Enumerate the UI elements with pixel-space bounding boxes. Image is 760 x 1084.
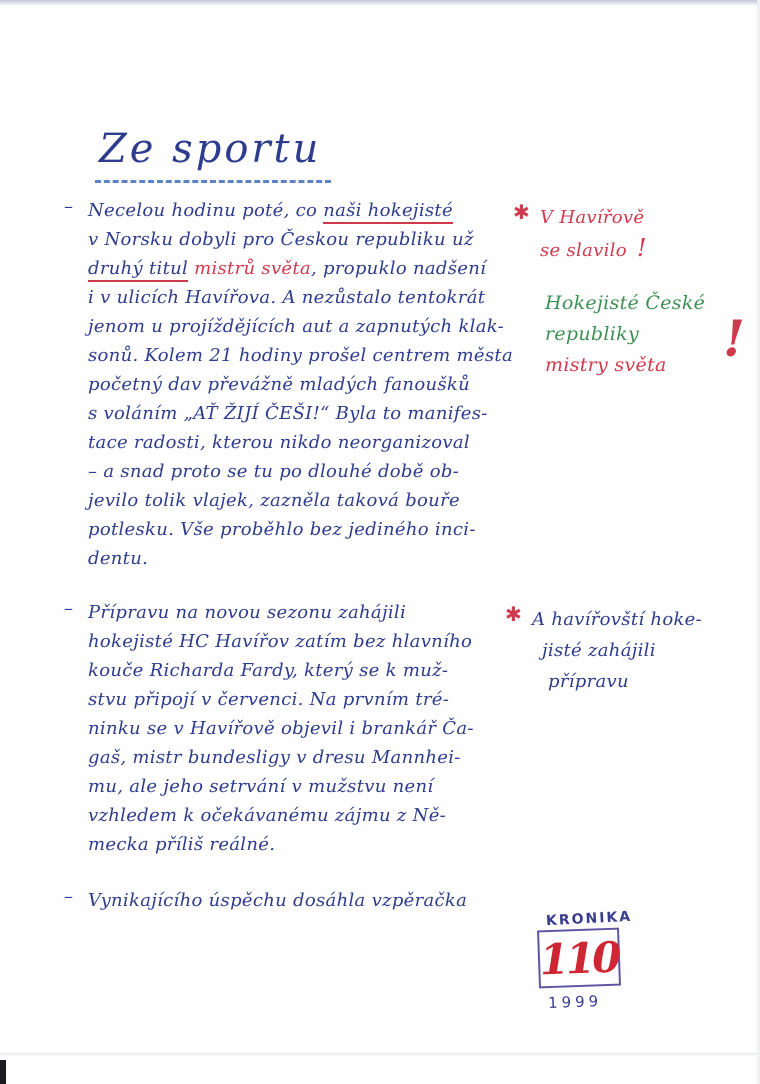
text-line: s voláním „AŤ ŽIJÍ ČEŠI!“ Byla to manifes- [88, 403, 488, 424]
text-line: vzhledem k očekávanému zájmu z Ně- [88, 805, 447, 826]
text-line: potlesku. Vše proběhlo bez jediného inci- [88, 519, 476, 540]
note-line: V Havířově [540, 207, 645, 228]
margin-note-celebration [513, 200, 647, 264]
scan-corner-mark [0, 1060, 6, 1084]
exclamation-mark: ! [636, 234, 647, 262]
note-line: přípravu [548, 671, 629, 692]
stamp-page-number: 110 [538, 932, 620, 984]
underlined-phrase: druhý titul [88, 258, 188, 282]
text-line: ninku se v Havířově objevil i brankář Ča- [88, 718, 474, 739]
note-line: republiky [545, 323, 639, 345]
margin-note-champions [545, 288, 746, 381]
bullet-dash: – [64, 598, 74, 619]
text-line: tace radosti, kterou nikdo neorganizoval [88, 432, 470, 453]
text-line: početný dav převážně mladých fanoušků [88, 374, 470, 395]
underlined-phrase: naši hokejisté [323, 200, 453, 224]
note-line [540, 233, 647, 264]
margin-note-training [505, 602, 703, 697]
text-line [88, 254, 513, 283]
chronicle-stamp [538, 908, 648, 1011]
stamp-label: KRONIKA [545, 908, 633, 930]
text-line: sonů. Kolem 21 hodiny prošel centrem města [88, 345, 513, 366]
scan-top-edge [0, 0, 760, 5]
text-line: kouče Richarda Fardy, který se k muž- [88, 660, 449, 681]
text-line: i v ulicích Havířova. A nezůstalo tentokrát [88, 287, 486, 308]
text-line [88, 196, 513, 225]
text-line: – a snad proto se tu po dlouhé době ob- [88, 461, 460, 482]
red-phrase: mistrů světa [188, 258, 311, 279]
asterisk-icon: ✱ [513, 200, 531, 224]
stamp-page-number-box [537, 928, 621, 989]
bullet-dash: – [64, 196, 74, 217]
paragraph-weightlifter [64, 886, 467, 915]
paragraph-training [64, 598, 474, 859]
text-line: Vynikajícího úspěchu dosáhla vzpěračka [88, 890, 468, 911]
text-line: Přípravu na novou sezonu zahájili [88, 602, 407, 623]
text-segment: , propuklo nadšení [310, 258, 487, 279]
text-line: gaš, mistr bundesligy v dresu Mannhei- [88, 747, 461, 768]
note-segment: se slavilo [540, 240, 627, 261]
note-line: Hokejisté České [545, 292, 706, 314]
page-title: Ze sportu [95, 126, 331, 183]
text-line: hokejisté HC Havířov zatím bez hlavního [88, 631, 473, 652]
text-line: dentu. [88, 548, 149, 569]
asterisk-icon: ✱ [505, 602, 523, 626]
text-line: mu, ale jeho setrvání v mužstvu není [88, 776, 434, 797]
text-segment: Necelou hodinu poté, co [88, 200, 324, 221]
text-line: jevilo tolik vlajek, zazněla taková bouře [88, 490, 460, 511]
note-line: jisté zahájili [542, 640, 656, 661]
big-exclamation-mark: ! [722, 309, 746, 368]
note-line: mistry světa [545, 354, 667, 376]
bullet-dash: – [64, 886, 74, 907]
text-line: v Norsku dobyli pro Českou republiku už [88, 229, 474, 250]
text-line: stvu připojí v červenci. Na prvním tré- [88, 689, 450, 710]
note-line: A havířovští hoke- [532, 609, 703, 630]
scan-bottom-edge [0, 1053, 760, 1056]
text-line: mecka příliš reálné. [88, 834, 276, 855]
stamp-year: 1999 [547, 992, 603, 1012]
text-line: jenom u projíždějících aut a zapnutých klak- [88, 316, 505, 337]
paragraph-celebration [64, 196, 513, 573]
